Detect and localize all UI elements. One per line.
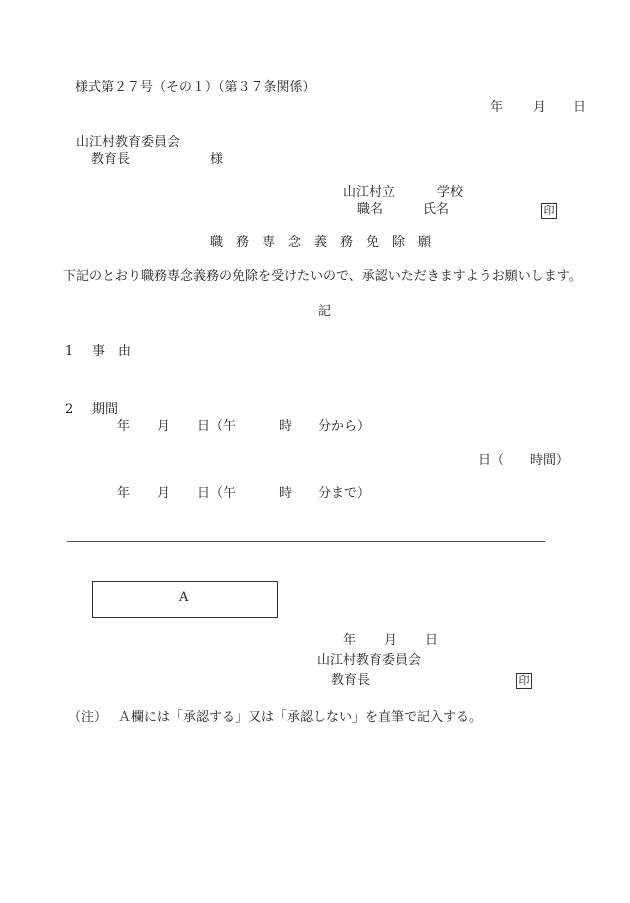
period-to-month: 月 [157, 486, 171, 501]
applicant-seal-mark: 印 [541, 203, 557, 219]
approval-title: 教育長 [331, 673, 371, 688]
duration-day: 日（ [478, 453, 505, 468]
approval-org: 山江村教育委員会 [317, 653, 422, 668]
addressee-honorific: 様 [210, 152, 224, 167]
item2-number: 2 [65, 402, 74, 417]
header-date-year: 年 [490, 100, 504, 115]
approval-date-day: 日 [425, 633, 439, 648]
applicant-school: 学校 [437, 185, 464, 200]
applicant-position-label: 職名 [357, 202, 384, 217]
period-from-minute: 分から） [318, 419, 371, 434]
document-title: 職 務 専 念 義 務 免 除 願 [210, 235, 432, 250]
period-to-year: 年 [117, 486, 131, 501]
item2-label: 期間 [92, 402, 119, 417]
approval-box-a [92, 581, 278, 618]
period-to-minute: 分まで） [318, 486, 371, 501]
period-from-hour: 時 [279, 419, 293, 434]
item1-label: 事 由 [92, 344, 132, 359]
approval-date-month: 月 [384, 633, 398, 648]
header-date-day: 日 [573, 100, 587, 115]
note-text: Ａ欄には「承認する」又は「承認しない」を直筆で記入する。 [118, 710, 483, 725]
approval-box-label: A [179, 590, 189, 605]
ki-heading: 記 [318, 304, 332, 319]
period-to-hour: 時 [279, 486, 293, 501]
period-from-day: 日（午 [197, 419, 237, 434]
period-from-month: 月 [157, 419, 171, 434]
approval-date-year: 年 [343, 633, 357, 648]
addressee-org: 山江村教育委員会 [76, 135, 181, 150]
form-number: 様式第２７号（その１）（第３７条関係） [75, 80, 316, 95]
applicant-affiliation: 山江村立 [343, 185, 396, 200]
applicant-name-label: 氏名 [423, 202, 450, 217]
note-prefix: （注） [68, 710, 108, 725]
approval-seal-mark: 印 [516, 673, 532, 689]
request-body: 下記のとおり職務専念義務の免除を受けたいので、承認いただきますようお願いします。 [63, 269, 582, 284]
period-to-day: 日（午 [197, 486, 237, 501]
header-date-month: 月 [533, 100, 547, 115]
period-from-year: 年 [117, 419, 131, 434]
item1-number: 1 [65, 344, 74, 359]
section-divider [67, 541, 545, 542]
addressee-title: 教育長 [91, 152, 131, 167]
duration-hours: 時間） [530, 453, 570, 468]
